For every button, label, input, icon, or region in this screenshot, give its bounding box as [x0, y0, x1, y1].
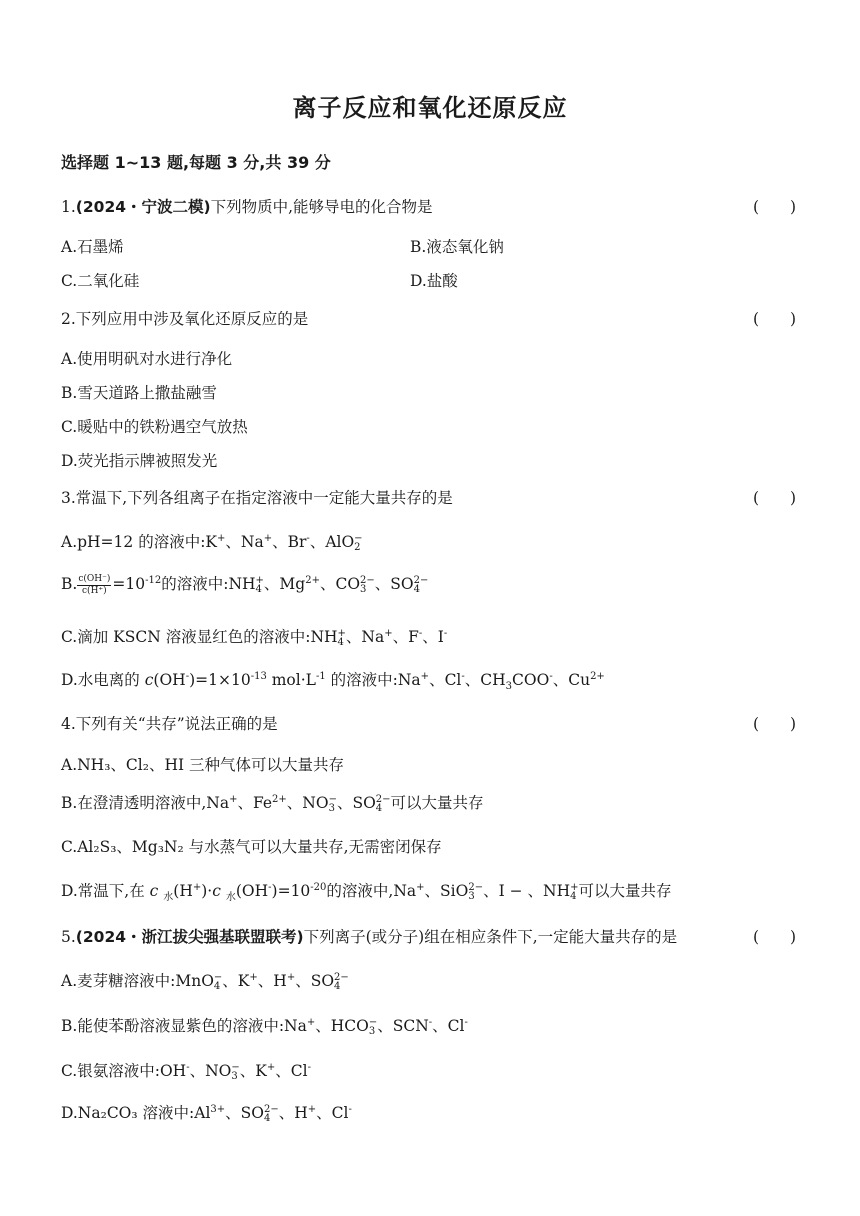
option-d: D.盐酸: [410, 272, 458, 290]
question-number: 3.: [61, 489, 76, 507]
answer-paren: ( ): [753, 310, 797, 328]
option-b: B.雪天道路上撒盐融雪: [61, 384, 217, 402]
question-stem: 常温下,下列各组离子在指定溶液中一定能大量共存的是: [75, 489, 453, 507]
option-c: C.暖贴中的铁粉遇空气放热: [61, 418, 248, 436]
option-d: D.常温下,在 c $_水$(H+)·c $_水(OH^-)=10^{-20}$的溶液中,Na+、SiO 2− 3 、I − 、NH + 4 可以大量共存: [61, 881, 672, 904]
question-number: 5.: [61, 928, 76, 946]
question-source: (2024・宁波二模): [75, 198, 211, 216]
option-c: C.二氧化硅: [61, 272, 140, 290]
option-a: A.石墨烯: [61, 238, 124, 256]
question-stem: 下列有关“共存”说法正确的是: [75, 715, 278, 733]
question-1: [61, 195, 801, 217]
question-number: 4.: [61, 715, 76, 733]
option-b: B.在澄清透明溶液中,Na+、$Fe^{2+}$、NO − 3 、SO 2− 4 可以大量共存: [61, 793, 484, 814]
question-5: [61, 925, 801, 947]
option-c: C.滴加 KSCN 溶液显红色的溶液中:NH + 4 、Na+、F-、I-: [61, 627, 448, 648]
option-b: B.液态氧化钠: [410, 238, 504, 256]
question-stem: 下列离子(或分子)组在相应条件下,一定能大量共存的是: [303, 928, 678, 946]
answer-paren: ( ): [753, 198, 797, 216]
question-number: 2.: [61, 310, 76, 328]
question-stem: 下列物质中,能够导电的化合物是: [210, 198, 433, 216]
answer-paren: ( ): [753, 489, 797, 507]
option-d: D.荧光指示牌被照发光: [61, 452, 218, 470]
question-number: 1.: [61, 198, 76, 216]
concentration-ratio: $\frac{c(OH^-)}{c(H^+)}$: [78, 573, 111, 596]
question-3: [61, 486, 801, 508]
question-2: [61, 307, 801, 329]
question-stem: 下列应用中涉及氧化还原反应的是: [75, 310, 309, 328]
option-a: A.麦芽糖溶液中:MnO − 4 、K+、H+、SO 2− 4: [61, 971, 349, 992]
answer-paren: ( ): [753, 715, 797, 733]
question-source: (2024・浙江拔尖强基联盟联考): [75, 928, 304, 946]
option-a: A.使用明矾对水进行净化: [61, 350, 233, 368]
answer-paren: ( ): [753, 928, 797, 946]
option-a: A.NH₃、Cl₂、HI 三种气体可以大量共存: [61, 756, 345, 774]
option-c: C.Al₂S₃、Mg₃N₂ 与水蒸气可以大量共存,无需密闭保存: [61, 838, 442, 856]
option-d: D.Na₂CO₃ 溶液中$:Al^{3+}$、SO 2− 4 、H+、Cl-: [61, 1103, 352, 1124]
option-b: B. $\frac{c(OH^-)}{c(H^+)}$ $=10^{-12}$的溶液中:NH + 4 、$Mg^{2+}$、CO 2− 3 、SO 2− 4: [61, 573, 429, 596]
option-c: C.银氨溶液中:OH-、NO − 3 、K+、Cl-: [61, 1061, 311, 1082]
section-heading: 选择题 1~13 题,每题 3 分,共 39 分: [61, 153, 331, 172]
option-b: B.能使苯酚溶液显紫色的溶液中:Na+、HCO − 3 、SCN-、Cl-: [61, 1016, 468, 1037]
option-a: A.pH=12 的溶液中:K+、Na+、Br-、AlO − 2: [61, 532, 363, 553]
page-title: 离子反应和氧化还原反应: [292, 94, 568, 122]
question-4: [61, 712, 801, 734]
option-d: D.水电离的 $c(OH^-)=1\times 10^{-13}$ $mol\cdot L^{-1}$ 的溶液中:Na+、Cl-、$CH_3COO^-$、$Cu^{2+}$: [61, 670, 605, 693]
